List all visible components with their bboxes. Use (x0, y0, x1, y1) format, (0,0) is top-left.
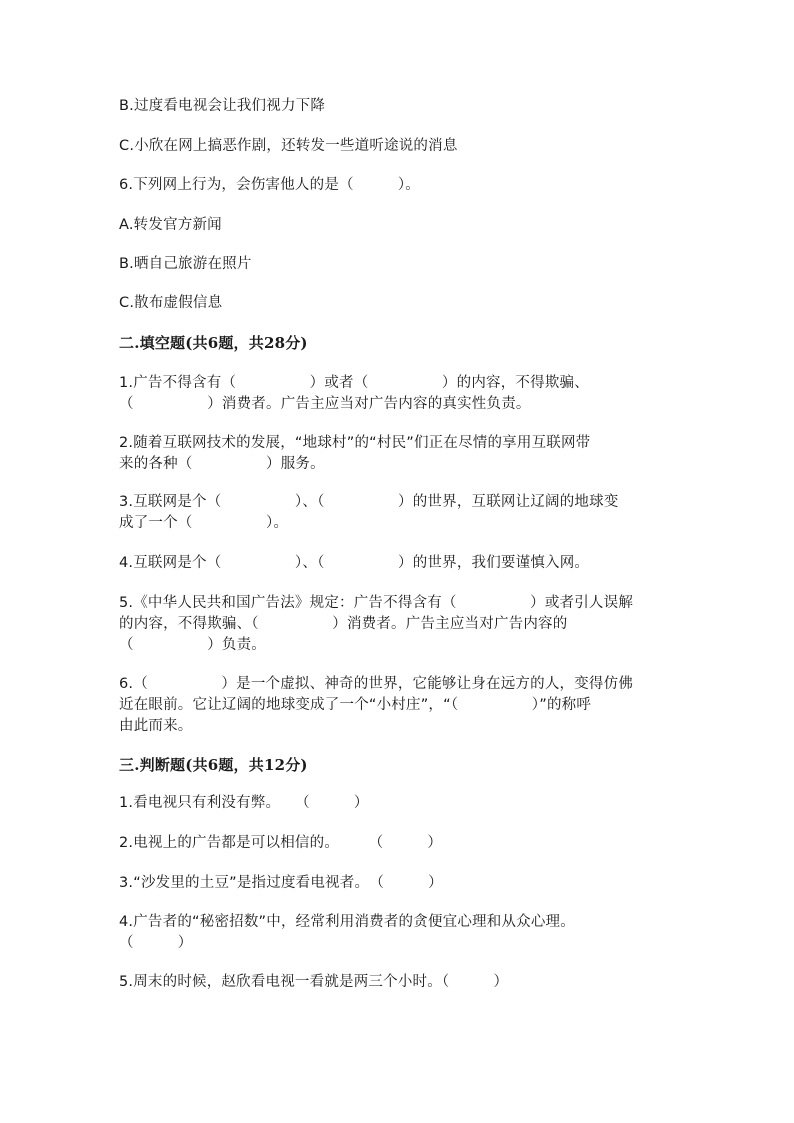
judge-q3: 3.“沙发里的土豆”是指过度看电视者。 （ ） (119, 875, 443, 891)
judge-q4-line2: （ ） (119, 935, 193, 951)
fill-q5-line2: 的内容，不得欺骗、（ ）消费者。广告主应当对广告内容的 (119, 616, 568, 632)
question-5-option-c: C.小欣在网上搞恶作剧，还转发一些道听途说的消息 (119, 138, 458, 154)
section-fill-in-heading: 二.填空题(共6题，共28分) (119, 334, 308, 352)
judge-q5: 5.周末的时候，赵欣看电视一看就是两三个小时。（ ） (119, 974, 509, 990)
section-judgment-heading: 三.判断题(共6题，共12分) (119, 756, 308, 774)
question-6-option-a: A.转发官方新闻 (119, 217, 222, 233)
fill-q2-line2: 来的各种（ ）服务。 (119, 456, 325, 472)
fill-q3-line2: 成了一个（ ）。 (119, 515, 289, 531)
fill-q3-line1: 3.互联网是个（ ）、（ ）的世界，互联网让辽阔的地球变 (119, 494, 619, 510)
fill-q2-line1: 2.随着互联网技术的发展，“地球村”的“村民”们正在尽情的享用互联网带 (119, 435, 591, 451)
fill-q5-line3: （ ）负责。 (119, 637, 266, 653)
question-6-prompt: 6.下列网上行为，会伤害他人的是（ ）。 (119, 177, 420, 193)
fill-q6-line1: 6.（ ）是一个虚拟、神奇的世界，它能够让身在远方的人，变得仿佛 (119, 676, 634, 692)
question-6-option-c: C.散布虚假信息 (119, 295, 223, 311)
fill-q1-line2: （ ）消费者。广告主应当对广告内容的真实性负责。 (119, 396, 531, 412)
fill-q1-line1: 1.广告不得含有（ ）或者（ ）的内容，不得欺骗、 (119, 375, 589, 391)
question-5-option-b: B.过度看电视会让我们视力下降 (119, 98, 326, 114)
judge-q1: 1.看电视只有利没有弊。 （ ） (119, 795, 369, 811)
judge-q2: 2.电视上的广告都是可以相信的。 （ ） (119, 835, 443, 851)
question-6-option-b: B.晒自己旅游在照片 (119, 256, 252, 272)
fill-q6-line2: 近在眼前。它让辽阔的地球变成了一个“小村庄”，“（ ）”的称呼 (119, 697, 592, 713)
fill-q6-line3: 由此而来。 (119, 718, 193, 734)
judge-q4-line1: 4.广告者的“秘密招数”中，经常利用消费者的贪便宜心理和从众心理。 (119, 914, 575, 930)
fill-q4-line1: 4.互联网是个（ ）、（ ）的世界，我们要谨慎入网。 (119, 555, 590, 571)
fill-q5-line1: 5.《中华人民共和国广告法》规定：广告不得含有（ ）或者引人误解 (119, 595, 634, 611)
